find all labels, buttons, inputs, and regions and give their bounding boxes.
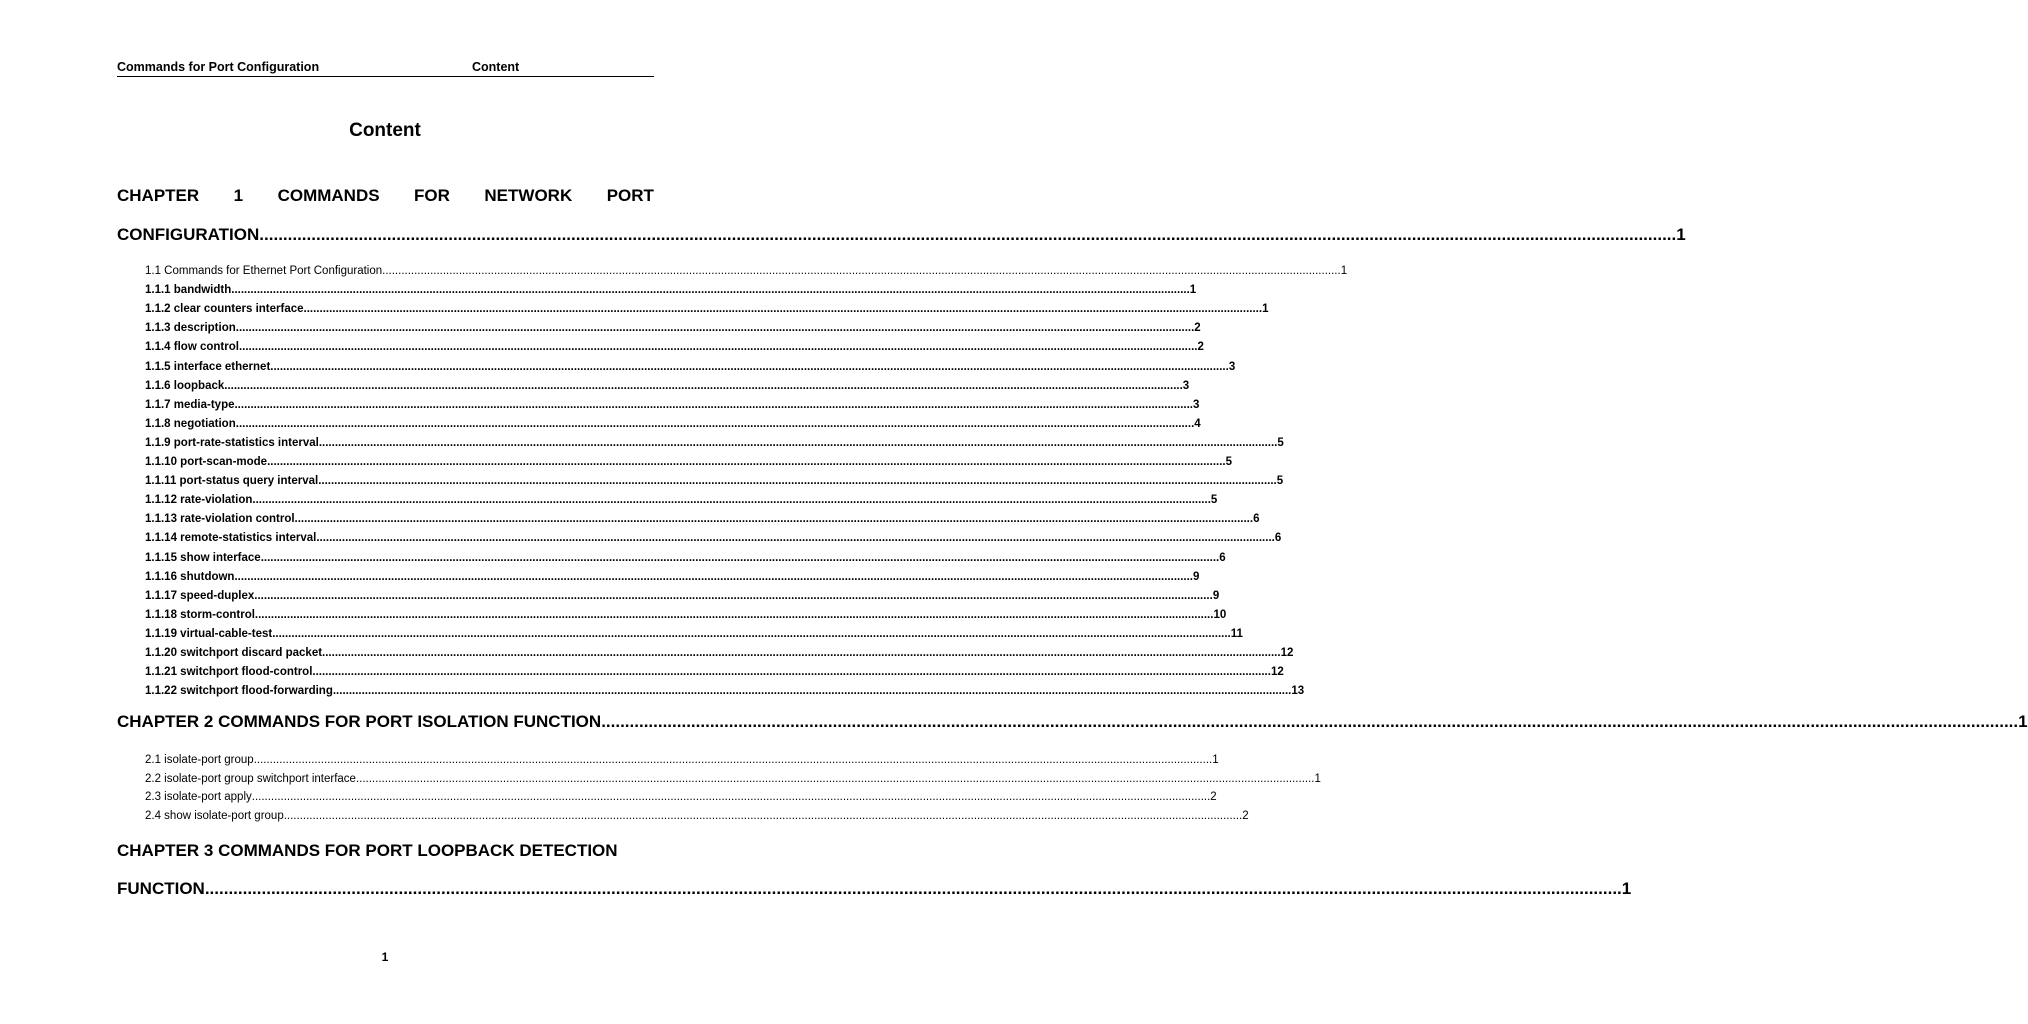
toc-entry[interactable] xyxy=(145,319,1201,337)
toc-entry[interactable] xyxy=(145,338,1204,356)
chapter-2-page-number: 1 xyxy=(2018,712,2028,731)
toc-entry[interactable] xyxy=(145,453,1233,471)
toc-entry[interactable] xyxy=(145,510,1260,528)
toc-entry-page-number: 11 xyxy=(1230,627,1243,640)
header-document-title: Commands for Port Configuration xyxy=(117,60,320,74)
toc-entry-label: 1.1.13 rate-violation control xyxy=(145,513,295,526)
toc-entry-label: 1.1.7 media-type xyxy=(145,398,235,411)
dot-leader: ............................................................................................................................................................................................................................................................................................................ xyxy=(332,685,1292,698)
dot-leader: ............................................................................................................................................................................................................................................................................................................ xyxy=(303,303,1263,316)
dot-leader: ............................................................................................................................................................................................................................................................................................................ xyxy=(312,666,1271,679)
toc-entry-page-number: 10 xyxy=(1213,608,1227,621)
dot-leader: ............................................................................................................................................................................................................................................................................................................ xyxy=(260,551,1220,564)
toc-entry-label: 1.1.14 remote-statistics interval xyxy=(145,532,317,545)
dot-leader: ............................................................................................................................................................................................................................................................................................................ xyxy=(355,772,1315,785)
toc-entry[interactable] xyxy=(145,625,1243,643)
toc-entry-label: 2.3 isolate-port apply xyxy=(145,791,252,804)
toc-entry[interactable] xyxy=(145,262,1348,280)
toc-entry-page-number: 4 xyxy=(1194,417,1201,430)
toc-entry-page-number: 2 xyxy=(1194,322,1201,335)
toc-entry-page-number: 2 xyxy=(1210,791,1217,804)
toc-entry-label: 1.1.12 rate-violation xyxy=(145,494,253,507)
toc-entry[interactable] xyxy=(145,770,1321,788)
toc-entry-label: 2.4 show isolate-port group xyxy=(145,810,284,823)
chapter-1-title-line-2 xyxy=(117,225,1686,247)
dot-leader: ............................................................................................................................................................................................................................................................................................................ xyxy=(382,265,1341,277)
toc-entry-page-number: 9 xyxy=(1193,570,1200,583)
toc-entry-page-number: 1 xyxy=(1189,284,1197,297)
chapter-2-title-line xyxy=(117,712,2028,734)
toc-entry-page-number: 5 xyxy=(1277,436,1284,449)
dot-leader: ............................................................................................................................................................................................................................................................................................................ xyxy=(235,417,1195,430)
toc-entry[interactable] xyxy=(145,472,1284,490)
toc-entry[interactable] xyxy=(145,377,1190,395)
toc-entry-label: 1.1.4 flow control xyxy=(145,341,239,354)
toc-entry-label: 2.1 isolate-port group xyxy=(145,754,254,766)
toc-entry[interactable] xyxy=(145,606,1227,624)
chapter-1-title-cont: CONFIGURATION xyxy=(117,225,260,244)
dot-leader: ............................................................................................................................................................................................................................................................................................................ xyxy=(234,398,1194,411)
toc-entry[interactable] xyxy=(145,751,1219,769)
dot-leader: ............................................................................................................................................................................................................................................................................................................ xyxy=(267,456,1226,468)
dot-leader: ............................................................................................................................................................................................................................................................................................................ xyxy=(259,225,1677,244)
chapter-2-title: CHAPTER 2 COMMANDS FOR PORT ISOLATION FUNCTION xyxy=(117,712,602,731)
chapter-1-word: PORT xyxy=(606,186,654,205)
toc-entry[interactable] xyxy=(145,396,1200,414)
chapter-1-title-line-1 xyxy=(117,186,654,208)
toc-entry-label: 1.1.8 negotiation xyxy=(145,417,236,430)
dot-leader: ............................................................................................................................................................................................................................................................................................................ xyxy=(231,284,1190,297)
toc-entry[interactable] xyxy=(145,415,1201,433)
toc-entry-label: 1.1.6 loopback xyxy=(145,379,225,392)
toc-entry-label: 1.1.9 port-rate-statistics interval xyxy=(145,436,319,449)
toc-entry[interactable] xyxy=(145,549,1226,567)
toc-entry-page-number: 5 xyxy=(1276,475,1284,488)
toc-entry-page-number: 9 xyxy=(1212,589,1220,602)
toc-entry-page-number: 6 xyxy=(1253,513,1260,526)
chapter-3-page-number: 1 xyxy=(1621,879,1632,898)
toc-entry-page-number: 2 xyxy=(1242,810,1249,823)
toc-entry[interactable] xyxy=(145,529,1282,547)
dot-leader: ............................................................................................................................................................................................................................................................................................................ xyxy=(238,341,1198,354)
dot-leader: ............................................................................................................................................................................................................................................................................................................ xyxy=(234,570,1193,583)
toc-entry-label: 1.1.10 port-scan-mode xyxy=(145,456,268,468)
chapter-1-word: CHAPTER xyxy=(117,186,200,205)
dot-leader: ............................................................................................................................................................................................................................................................................................................ xyxy=(318,475,1277,488)
toc-entry-label: 1.1.5 interface ethernet xyxy=(145,360,271,373)
toc-entry[interactable] xyxy=(145,788,1217,806)
toc-entry-page-number: 6 xyxy=(1219,551,1226,564)
toc-entry-page-number: 1 xyxy=(1340,265,1348,277)
toc-entry-label: 1.1.11 port-status query interval xyxy=(145,475,319,488)
dot-leader: ............................................................................................................................................................................................................................................................................................................ xyxy=(322,647,1281,659)
toc-entry-label: 1.1.18 storm-control xyxy=(145,608,255,621)
toc-entry-page-number: 5 xyxy=(1225,456,1233,468)
chapter-1-page-number: 1 xyxy=(1676,225,1686,244)
chapter-1-word: 1 xyxy=(233,186,244,205)
dot-leader: ............................................................................................................................................................................................................................................................................................................ xyxy=(270,360,1229,373)
toc-entry-page-number: 1 xyxy=(1262,303,1269,316)
toc-entry-label: 1.1 Commands for Ethernet Port Configuration xyxy=(145,265,383,277)
chapter-3-title-line-2 xyxy=(117,879,1632,901)
chapter-1-word: NETWORK xyxy=(484,186,573,205)
header-section-name: Content xyxy=(472,60,520,74)
toc-entry[interactable] xyxy=(145,300,1269,318)
toc-entry-page-number: 12 xyxy=(1280,647,1294,659)
toc-entry[interactable] xyxy=(145,434,1284,452)
toc-entry[interactable] xyxy=(145,587,1220,605)
dot-leader: ............................................................................................................................................................................................................................................................................................................ xyxy=(294,513,1254,526)
chapter-3-title-cont: FUNCTION xyxy=(117,879,205,898)
dot-leader: ............................................................................................................................................................................................................................................................................................................ xyxy=(235,322,1195,335)
toc-entry-page-number: 5 xyxy=(1210,494,1218,507)
toc-entry-page-number: 6 xyxy=(1274,532,1282,545)
chapter-1-word: FOR xyxy=(414,186,450,205)
dot-leader: ............................................................................................................................................................................................................................................................................................................ xyxy=(601,712,2019,731)
toc-entry-page-number: 3 xyxy=(1182,379,1190,392)
toc-entry-label: 1.1.17 speed-duplex xyxy=(145,589,255,602)
toc-entry-label: 1.1.15 show interface xyxy=(145,551,261,564)
toc-entry-label: 1.1.19 virtual-cable-test xyxy=(145,627,273,640)
toc-entry-page-number: 3 xyxy=(1228,360,1236,373)
toc-entry[interactable] xyxy=(145,491,1218,509)
toc-entry-label: 1.1.2 clear counters interface xyxy=(145,303,304,316)
toc-entry-page-number: 1 xyxy=(1314,772,1321,785)
dot-leader: ............................................................................................................................................................................................................................................................................................................ xyxy=(254,608,1214,621)
page-number: 1 xyxy=(381,950,389,964)
toc-entry[interactable] xyxy=(145,682,1305,700)
toc-entry[interactable] xyxy=(145,807,1249,825)
dot-leader: ............................................................................................................................................................................................................................................................................................................ xyxy=(252,494,1211,507)
chapter-3-title-line-1: CHAPTER 3 COMMANDS FOR PORT LOOPBACK DETECTION xyxy=(117,841,618,860)
dot-leader: ............................................................................................................................................................................................................................................................................................................ xyxy=(272,627,1231,640)
toc-entry-page-number: 3 xyxy=(1193,398,1200,411)
toc-entry-page-number: 13 xyxy=(1291,685,1305,698)
toc-entry-label: 1.1.20 switchport discard packet xyxy=(145,647,323,659)
running-header xyxy=(117,59,654,77)
toc-entry[interactable] xyxy=(145,358,1236,376)
toc-entry-label: 1.1.3 description xyxy=(145,322,236,335)
toc-entry-label: 1.1.21 switchport flood-control xyxy=(145,666,313,679)
page-title: Content xyxy=(349,120,421,141)
toc-entry-label: 1.1.22 switchport flood-forwarding xyxy=(145,685,333,698)
dot-leader: ............................................................................................................................................................................................................................................................................................................ xyxy=(251,791,1211,804)
dot-leader: ............................................................................................................................................................................................................................................................................................................ xyxy=(283,810,1243,823)
dot-leader: ............................................................................................................................................................................................................................................................................................................ xyxy=(204,879,1622,898)
toc-entry-label: 1.1.1 bandwidth xyxy=(145,284,232,297)
chapter-1-word: COMMANDS xyxy=(277,186,380,205)
dot-leader: ............................................................................................................................................................................................................................................................................................................ xyxy=(254,589,1213,602)
toc-entry[interactable] xyxy=(145,281,1197,299)
dot-leader: ............................................................................................................................................................................................................................................................................................................ xyxy=(253,754,1213,766)
toc-entry-page-number: 12 xyxy=(1270,666,1284,679)
toc-entry-label: 2.2 isolate-port group switchport interface xyxy=(145,772,356,785)
dot-leader: ............................................................................................................................................................................................................................................................................................................ xyxy=(224,379,1183,392)
toc-entry-label: 1.1.16 shutdown xyxy=(145,570,235,583)
toc-entry-page-number: 2 xyxy=(1197,341,1204,354)
toc-entry[interactable] xyxy=(145,644,1294,662)
dot-leader: ............................................................................................................................................................................................................................................................................................................ xyxy=(316,532,1275,545)
toc-entry-page-number: 1 xyxy=(1212,754,1219,766)
dot-leader: ............................................................................................................................................................................................................................................................................................................ xyxy=(318,436,1278,449)
toc-entry[interactable] xyxy=(145,663,1284,681)
toc-entry[interactable] xyxy=(145,568,1200,586)
